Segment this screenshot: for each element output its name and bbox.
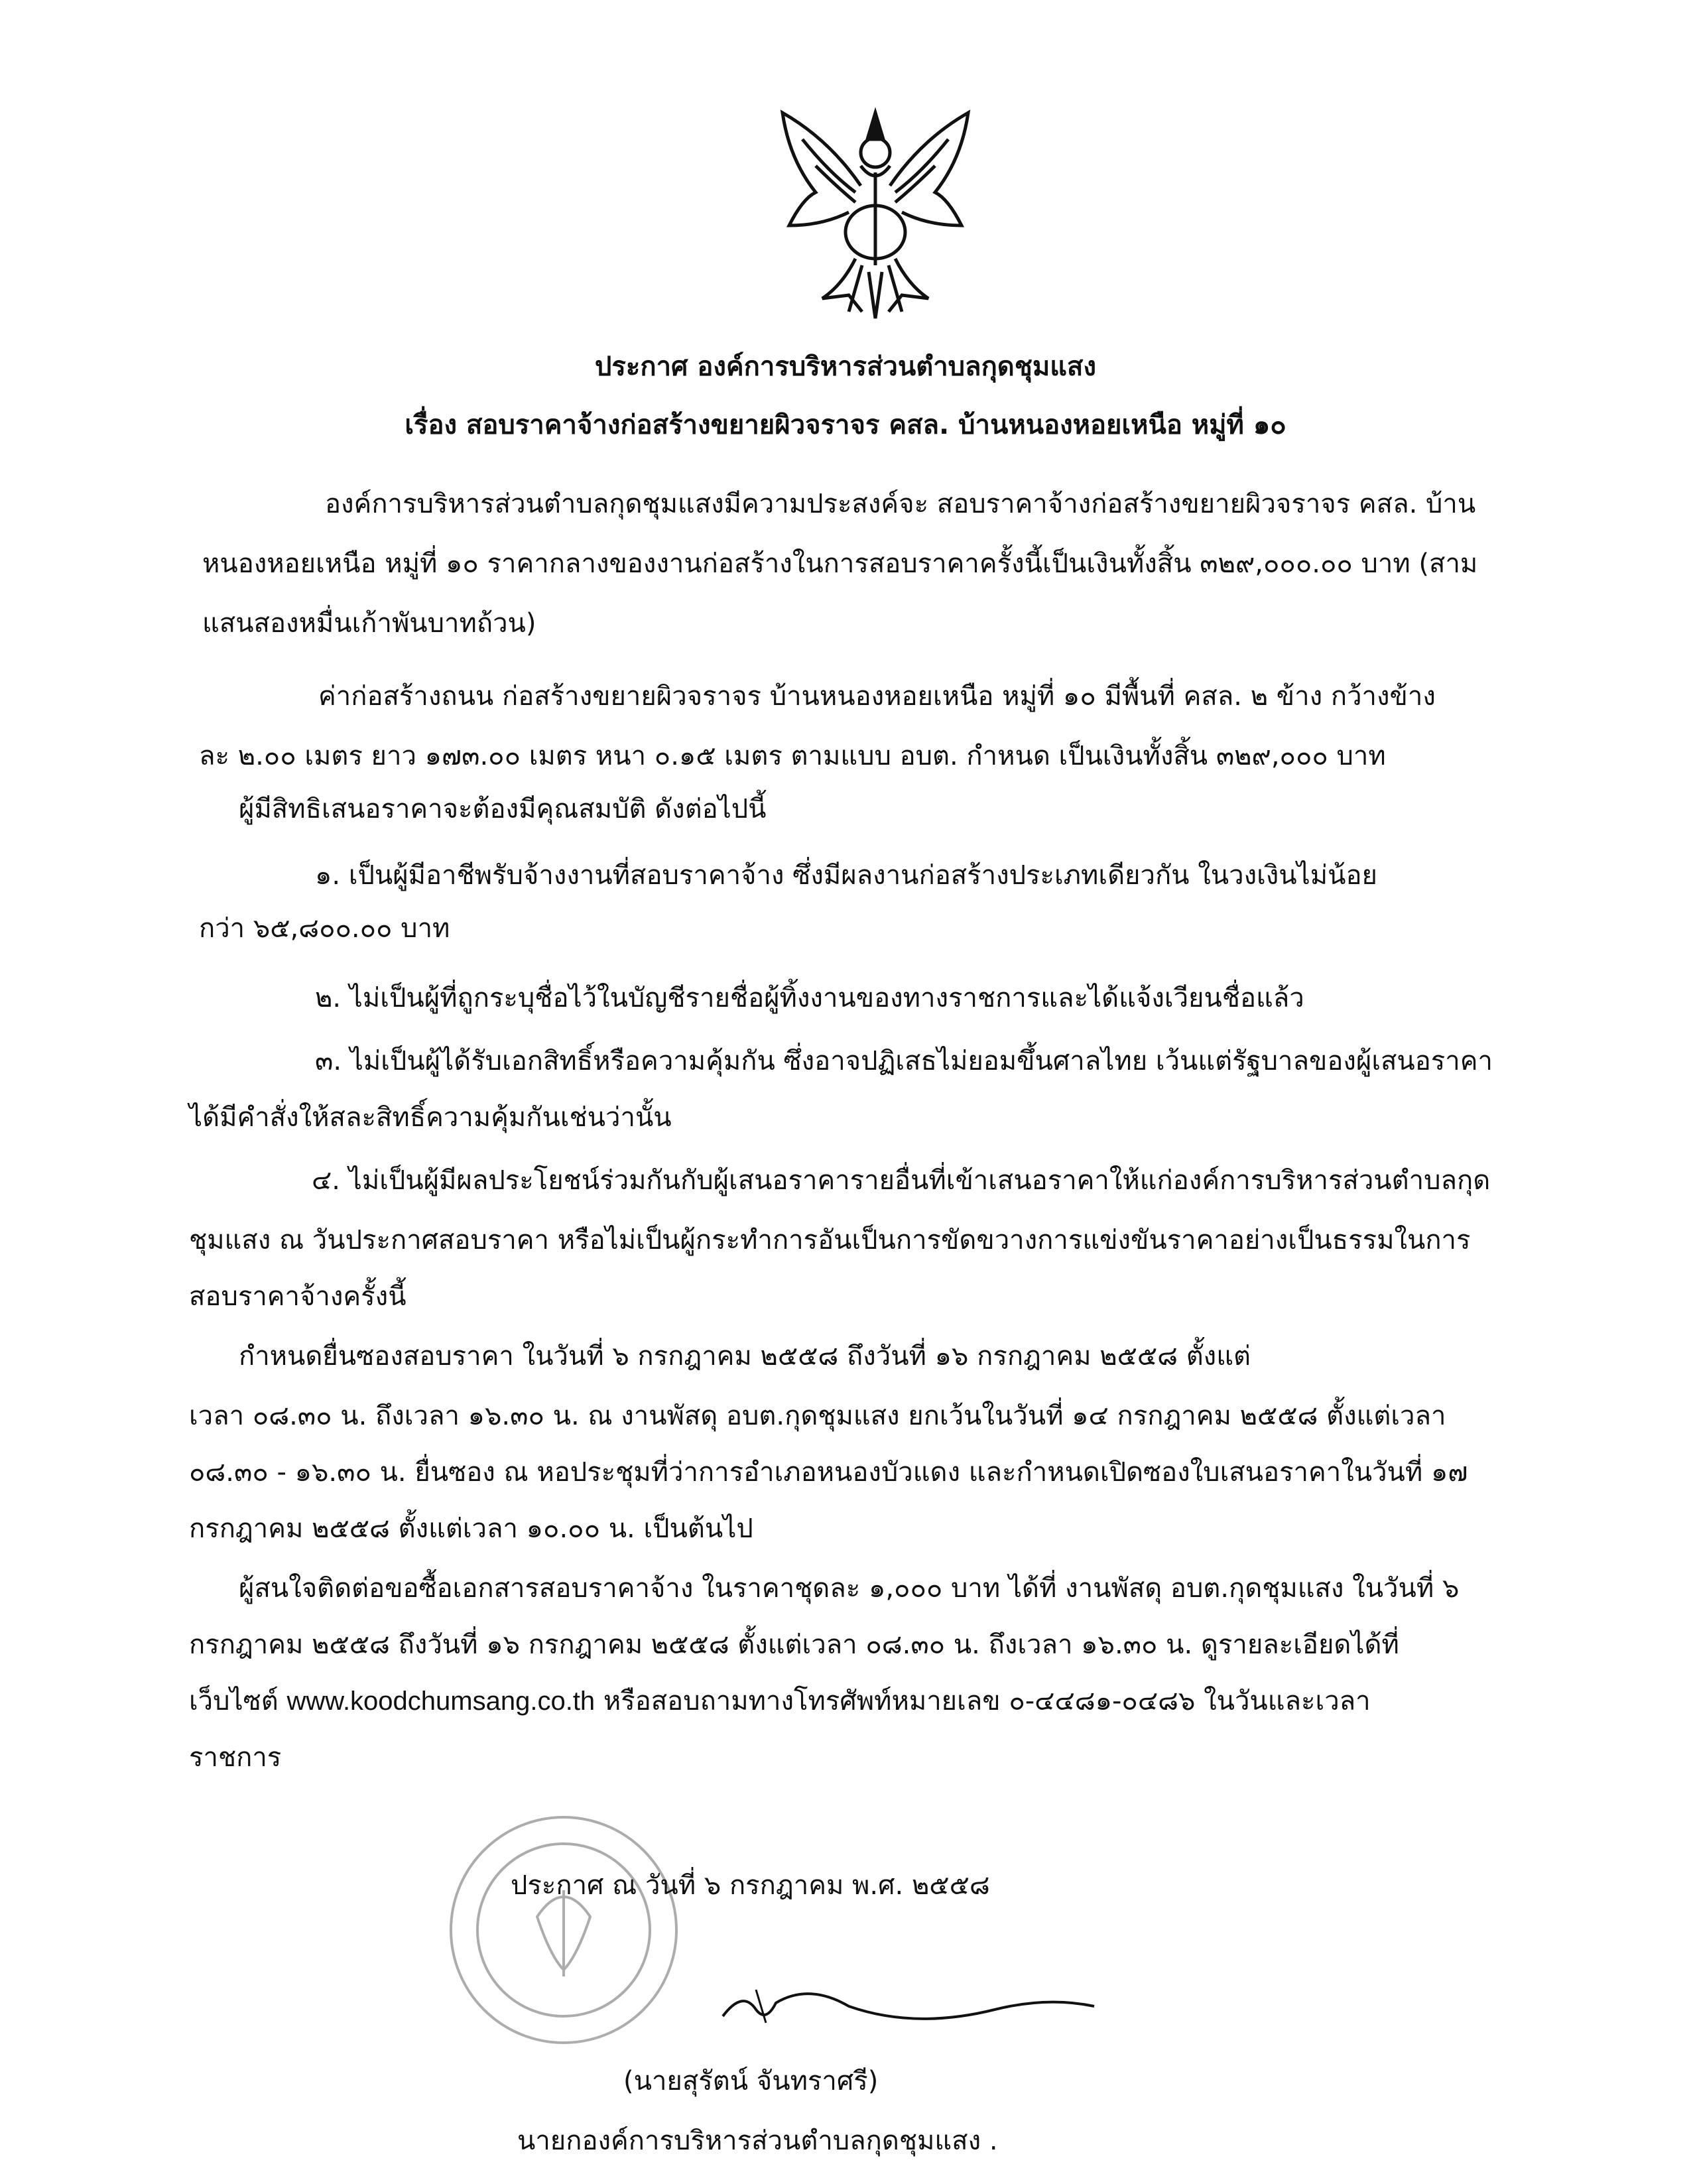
signatory-position: นายกองค์การบริหารส่วนตำบลกุดชุมแสง . bbox=[517, 2126, 998, 2156]
contact-line: กรกฎาคม ๒๕๕๘ ถึงวันที่ ๑๖ กรกฎาคม ๒๕๕๘ ตั้งแต่เวลา ๐๘.๓๐ น. ถึงเวลา ๑๖.๓๐ น. ดูรายละเอียดได้ที่ bbox=[189, 1630, 1399, 1660]
cost-line: ละ ๒.๐๐ เมตร ยาว ๑๗๓.๐๐ เมตร หนา ๐.๑๕ เมตร ตามแบบ อบต. กำหนด เป็นเงินทั้งสิ้น ๓๒๙,๐๐๐ บาท bbox=[199, 741, 1386, 771]
phone-text: หรือสอบถามทางโทรศัพท์หมายเลข ๐-๔๔๘๑-๐๔๘๖ ในวันและเวลา bbox=[595, 1686, 1371, 1716]
qualification-item: ๓. ไม่เป็นผู้ได้รับเอกสิทธิ์หรือความคุ้มกัน ซึ่งอาจปฏิเสธไม่ยอมขึ้นศาลไทย เว้นแต่รัฐบาลของผู้เสนอราคา bbox=[315, 1046, 1493, 1076]
schedule-line: กำหนดยื่นซองสอบราคา ในวันที่ ๖ กรกฎาคม ๒๕๕๘ ถึงวันที่ ๑๖ กรกฎาคม ๒๕๕๘ ตั้งแต่ bbox=[239, 1341, 1251, 1372]
signatory-name: (นายสุรัตน์ จันทราศรี) bbox=[623, 2066, 879, 2096]
schedule-line: เวลา ๐๘.๓๐ น. ถึงเวลา ๑๖.๓๐ น. ณ งานพัสดุ อบต.กุดชุมแสง ยกเว้นในวันที่ ๑๔ กรกฎาคม ๒๕๕๘ ตั้งแต่เวลา bbox=[189, 1401, 1446, 1431]
qualification-item: ๒. ไม่เป็นผู้ที่ถูกระบุชื่อไว้ในบัญชีรายชื่อผู้ทิ้งงานของทางราชการและได้แจ้งเวียนชื่อแล้ว bbox=[315, 983, 1304, 1013]
document-title: ประกาศ องค์การบริหารส่วนตำบลกุดชุมแสง bbox=[594, 352, 1096, 382]
intro-line: หนองหอยเหนือ หมู่ที่ ๑๐ ราคากลางของงานก่อสร้างในการสอบราคาครั้งนี้เป็นเงินทั้งสิ้น ๓๒๙,๐๐๐.๐๐ บาท (สาม bbox=[202, 548, 1478, 579]
qualification-item: กว่า ๖๕,๘๐๐.๐๐ บาท bbox=[199, 913, 450, 944]
contact-line: ราชการ bbox=[189, 1742, 282, 1773]
handwritten-signature-icon bbox=[716, 1976, 1101, 2036]
garuda-emblem-icon bbox=[763, 99, 988, 325]
website-label: เว็บไซต์ bbox=[189, 1686, 287, 1716]
official-seal-icon bbox=[438, 1804, 690, 2056]
qualifications-intro: ผู้มีสิทธิเสนอราคาจะต้องมีคุณสมบัติ ดังต่อไปนี้ bbox=[239, 794, 767, 824]
contact-line: ผู้สนใจติดต่อขอซื้อเอกสารสอบราคาจ้าง ในราคาชุดละ ๑,๐๐๐ บาท ได้ที่ งานพัสดุ อบต.กุดชุมแสง ในวันที่ ๖ bbox=[239, 1573, 1460, 1604]
intro-line: แสนสองหมื่นเก้าพันบาทถ้วน) bbox=[202, 608, 536, 639]
schedule-line: ๐๘.๓๐ - ๑๖.๓๐ น. ยื่นซอง ณ หอประชุมที่ว่าการอำเภอหนองบัวแดง และกำหนดเปิดซองใบเสนอราคาในวันที่ ๑๗ bbox=[189, 1457, 1468, 1488]
cost-line: ค่าก่อสร้างถนน ก่อสร้างขยายผิวจราจร บ้านหนองหอยเหนือ หมู่ที่ ๑๐ มีพื้นที่ คสล. ๒ ข้าง กว้างข้าง bbox=[318, 681, 1436, 712]
qualification-item: ๔. ไม่เป็นผู้มีผลประโยชน์ร่วมกันกับผู้เสนอราคารายอื่นที่เข้าเสนอราคาให้แก่องค์การบริหารส่วนตำบลกุด bbox=[312, 1165, 1491, 1196]
intro-line: องค์การบริหารส่วนตำบลกุดชุมแสงมีความประสงค์จะ สอบราคาจ้างก่อสร้างขยายผิวจราจร คสล. บ้าน bbox=[325, 489, 1476, 519]
qualification-item: ได้มีคำสั่งให้สละสิทธิ์ความคุ้มกันเช่นว่านั้น bbox=[189, 1102, 672, 1133]
qualification-item: ๑. เป็นผู้มีอาชีพรับจ้างงานที่สอบราคาจ้าง ซึ่งมีผลงานก่อสร้างประเภทเดียวกัน ในวงเงินไม่น้อย bbox=[315, 860, 1377, 891]
contact-line bbox=[189, 1688, 1371, 1714]
announcement-date: ประกาศ ณ วันที่ ๖ กรกฎาคม พ.ศ. ๒๕๕๘ bbox=[511, 1870, 990, 1901]
website-link[interactable]: www.koodchumsang.co.th bbox=[286, 1687, 595, 1716]
qualification-item: สอบราคาจ้างครั้งนี้ bbox=[189, 1281, 407, 1312]
qualification-item: ชุมแสง ณ วันประกาศสอบราคา หรือไม่เป็นผู้กระทำการอันเป็นการขัดขวางการแข่งขันราคาอย่างเป็นธรรมในการ bbox=[189, 1225, 1471, 1255]
document-subject: เรื่อง สอบราคาจ้างก่อสร้างขยายผิวจราจร คสล. บ้านหนองหอยเหนือ หมู่ที่ ๑๐ bbox=[405, 410, 1286, 440]
schedule-line: กรกฎาคม ๒๕๕๘ ตั้งแต่เวลา ๑๐.๐๐ น. เป็นต้นไป bbox=[189, 1513, 753, 1544]
